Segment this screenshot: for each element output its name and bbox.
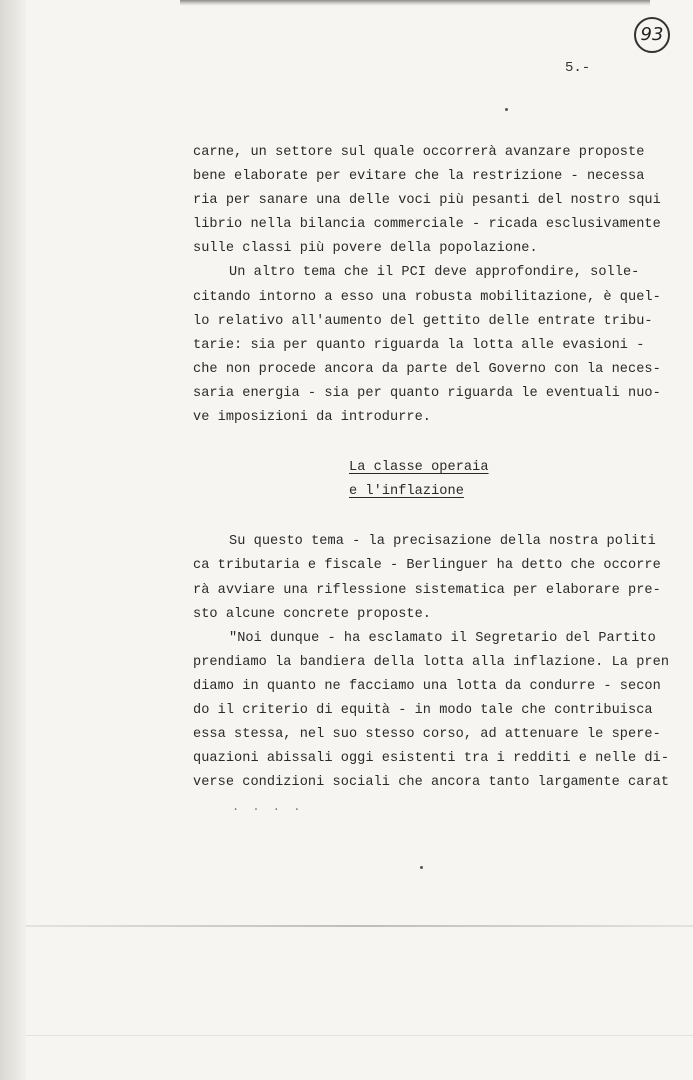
- heading-line: e l'inflazione: [349, 484, 464, 500]
- text-line: "Noi dunque - ha esclamato il Segretario del Partito: [229, 630, 656, 646]
- text-line: essa stessa, nel suo stesso corso, ad attenuare le spere-: [193, 727, 661, 743]
- text-line: prendiamo la bandiera della lotta alla inflazione. La pren: [193, 654, 670, 670]
- text-line: lo relativo all'aumento del gettito delle entrate tribu-: [193, 313, 653, 329]
- text-line: ve imposizioni da introdurre.: [193, 410, 432, 426]
- text-line: che non procede ancora da parte del Governo con la neces-: [193, 361, 661, 377]
- page-edge-shadow: [0, 0, 26, 1080]
- paragraph-4: [193, 627, 683, 796]
- text-line: do il criterio di equità - in modo tale che contribuisca: [193, 702, 653, 718]
- text-line: carne, un settore sul quale occorrerà avanzare proposte: [193, 145, 645, 160]
- paper-fold-line: [26, 925, 693, 927]
- ink-speck: [505, 108, 508, 111]
- text-line: verse condizioni sociali che ancora tanto largamente carat: [193, 775, 670, 791]
- paper-fold-line: [26, 1035, 693, 1036]
- ink-speck: [420, 866, 423, 869]
- text-line: Su questo tema - la precisazione della nostra politi: [229, 534, 656, 550]
- text-line: bene elaborate per evitare che la restrizione - necessa: [193, 169, 645, 185]
- text-line: saria energia - sia per quanto riguarda le eventuali nuo-: [193, 385, 661, 401]
- text-line: tarie: sia per quanto riguarda la lotta alle evasioni -: [193, 337, 645, 353]
- section-heading: [349, 456, 683, 504]
- text-line: librio nella bilancia commerciale - ricada esclusivamente: [193, 217, 661, 233]
- text-line: ria per sanare una delle voci più pesanti del nostro squi: [193, 193, 661, 209]
- paragraph-1: [193, 141, 683, 261]
- typed-text-body: [193, 141, 683, 795]
- paragraph-2: [193, 261, 683, 430]
- text-line: Un altro tema che il PCI deve approfondire, solle-: [229, 265, 640, 281]
- spacer: [193, 430, 683, 456]
- text-line: quazioni abissali oggi esistenti tra i redditi e nelle di-: [193, 751, 670, 767]
- page-top-edge: [180, 0, 650, 6]
- page-stamp: 93: [634, 17, 670, 53]
- paragraph-3: [193, 530, 683, 626]
- text-line: sto alcune concrete proposte.: [193, 606, 432, 622]
- text-line: citando intorno a esso una robusta mobilitazione, è quel-: [193, 289, 661, 305]
- faded-dots: . . . .: [232, 800, 304, 814]
- text-line: diamo in quanto ne facciamo una lotta da condurre - secon: [193, 678, 661, 694]
- text-line: rà avviare una riflessione sistematica per elaborare pre-: [193, 582, 661, 598]
- spacer: [193, 504, 683, 530]
- text-line: ca tributaria e fiscale - Berlinguer ha detto che occorre: [193, 558, 661, 574]
- page-number: 5.-: [565, 60, 591, 76]
- text-line: sulle classi più povere della popolazione.: [193, 241, 538, 257]
- heading-line: La classe operaia: [349, 460, 489, 476]
